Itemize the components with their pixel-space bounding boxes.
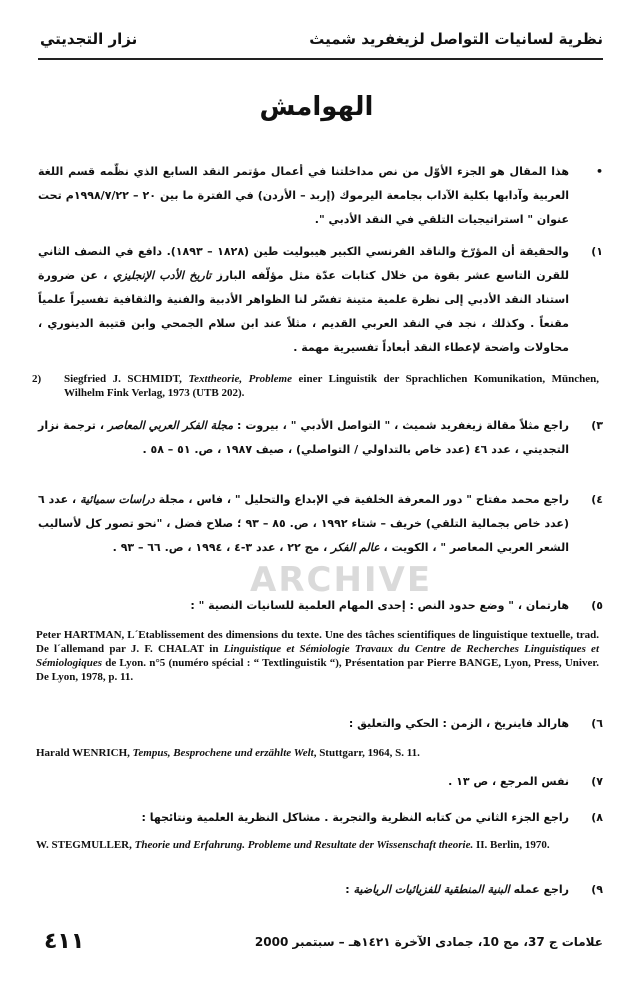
header-author: نزار التجديتي [40,30,138,48]
note-text [38,240,569,360]
note-4 [38,488,603,560]
text-part: II. Berlin, 1970. [473,839,550,851]
page-footer [40,929,603,965]
running-header [40,30,603,58]
text-part: de Lyon. n°5 (numéro spécial : “ Textlinguistik “), Présentation par Pierre BANGE, Lyon, Press, Univer. De Lyon, 1978, p. 11. [36,657,599,683]
header-rule [38,58,603,60]
book-title: Texttheorie, Probleme [188,373,292,385]
book-title: Theorie und Erfahrung. Probleme und Resultate der Wissenschaft theorie. [134,839,474,851]
book-title: البنية المنطقية للفزيائيات الرياضية [353,883,510,896]
text-part: والحقيقة أن المؤرّخ والناقد الفرنسي الكبير هيبوليت طين (١٨٢٨ – ١٨٩٣). دافع في النصف الثاني للقرن التاسع عشر بقوة من خلال كتابات عدّة مثل مؤلّفه البارز [38,245,570,282]
text-part: ، ترجمة نزار التجديتي ، عدد ٤٦ (عدد خاص بالتداولي / التواصلي) ، صيف ١٩٨٧ ، ص. ٥١ – ٥٨ . [38,419,569,456]
text-part: W. STEGMULLER, [36,839,135,851]
text-part: : [345,883,354,896]
note-6 [38,712,603,736]
note-8-reference [36,838,599,852]
note-text: راجع الجزء الثاني من كتابه النظرية والتجربة . مشاكل النظرية العلمية ونتائجها : [141,811,569,824]
note-1 [38,240,603,360]
note-number: ٤) [591,493,603,506]
note-marker: • [595,165,603,178]
note-text [64,372,599,400]
watermark: ARCHIVE [250,560,433,600]
note-text: هارتمان ، " وضع حدود النص : إحدى المهام العلمية للسانيات النصية " : [190,599,569,612]
journal-citation: علامات ج 37، مج 10، جمادى الآخرة ١٤٢١هـ – سبتمبر 2000 [254,935,603,949]
note-text: نفس المرجع ، ص ١٣ . [448,775,569,788]
journal-title: دراسات سميائية [80,493,155,506]
book-title: Tempus, Besprochene und erzählte Welt [132,747,314,759]
note-5-reference [36,628,599,684]
text-part: راجع عمله [509,883,569,896]
note-text [38,488,569,560]
note-number: ٩) [591,883,603,896]
note-3 [38,414,603,462]
note-text: هارالد فاينريخ ، الزمن : الحكي والتعليق : [348,717,569,730]
note-text [38,878,569,902]
page-title: الهوامش [259,92,374,122]
note-5 [38,594,603,618]
note-number: ٥) [591,599,603,612]
note-number: ٦) [591,717,603,730]
note-number: ٧) [591,775,603,788]
note-text [38,414,569,462]
text-part: ، عن ضرورة استناد النقد الأدبي إلى نظرة علمية متينة تفسّر لنا الظواهر الأدبية والفنية والثقافية تفسيراً علمياً مقنعاً . وكذلك ، نجد في النقد العربي القديم ، مثلاً عند ابن سلام الجمحي وابن قتيبة الدينوري ، محاولات واضحة لإعطاء النقد أبعاداً تفسيرية مهمة . [38,269,569,354]
text-part: ، مج ٢٢ ، عدد ٣-٤ ، ١٩٩٤ ، ص. ٦٦ – ٩٣ . [112,541,332,554]
header-book-title: نظرية لسانيات التواصل لزيغفريد شميث [309,30,603,48]
text-part: , Stuttgarr, 1964, S. 11. [313,747,420,759]
journal-title: مجلة الفكر العربي المعاصر [107,419,234,432]
note-number: ٣) [591,419,603,432]
text-part: راجع محمد مفتاح " دور المعرفة الخلفية في الإبداع والتحليل " ، فاس ، مجلة [154,493,569,506]
page-number: ٤١١ [44,929,85,954]
book-title: تاريخ الأدب الإنجليزي [112,269,212,282]
text-part: ، عدد ٦ (عدد خاص بجمالية التلقي) خريف – شتاء ١٩٩٢ ، ص. ٨٥ – ٩٣ ؛ صلاح فضل ، "نحو تصور كل لأساليب الشعر العربي المعاصر " ، الكويت ، [38,493,569,554]
note-8 [38,806,603,830]
note-bullet [38,160,603,232]
note-number: 2) [32,373,42,385]
note-2 [32,372,599,400]
note-number: ١) [591,245,603,258]
note-9 [38,878,603,902]
text-part: راجع مثلاً مقالة زيغفريد شميث ، " التواصل الأدبي " ، بيروت : [233,419,569,432]
journal-title: Linguistique et Sémiologie Travaux du Centre de Recherches Linguistiques et Sémiologiques [36,643,599,669]
text-part: einer Linguistik der Sprachlichen Komunikation, München, Wilhelm Fink Verlag, 1973 (UTB 202). [64,373,599,399]
note-7 [38,770,603,794]
note-text: هذا المقال هو الجزء الأوّل من نص مداخلتنا في أعمال مؤتمر النقد السابع الذي نظّمه قسم اللغة العربية وآدابها بكلية الآداب بجامعة اليرموك (إربد – الأردن) في الفترة ما بين ٢٠ – ١٩٩٨/٧/٢٢م تحت عنوان " استراتيجيات التلقي في النقد الأدبي ". [38,165,569,226]
text-part: Siegfried J. SCHMIDT, [64,373,189,385]
note-number: ٨) [591,811,603,824]
note-6-reference [36,746,599,760]
journal-title: عالم الفكر [331,541,380,554]
text-part: Harald WENRICH, [36,747,133,759]
text-part: Peter HARTMAN, L´Etablissement des dimensions du texte. Une des tâches scientifiques de linguistique textuelle, trad. De l´allemand par J. F. CHALAT in [36,629,599,655]
